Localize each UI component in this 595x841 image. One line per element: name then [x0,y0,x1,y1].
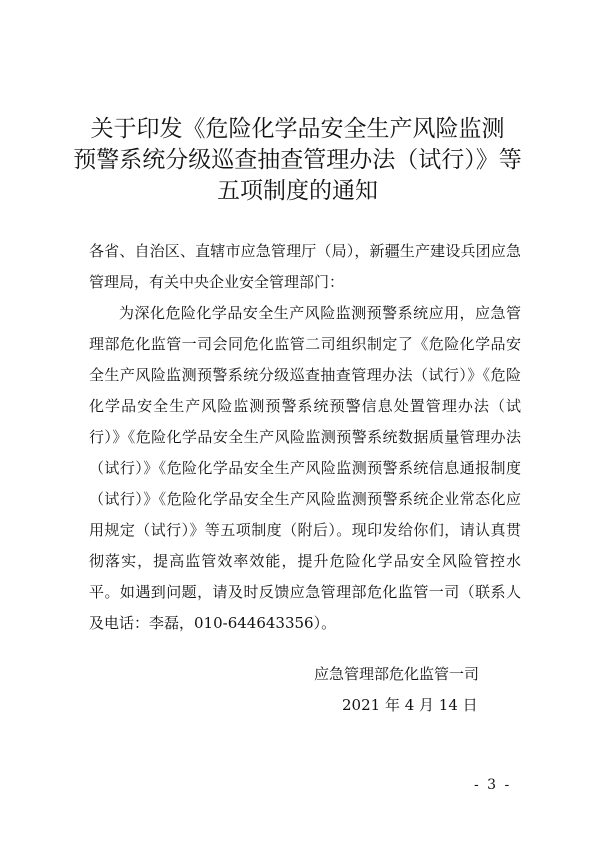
body-paragraph: 为深化危险化学品安全生产风险监测预警系统应用，应急管理部危化监管一司会同危化监管二司组织制定了《危险化学品安全生产风险监测预警系统分级巡查抽查管理办法（试行）》《危险化学品安全生产风险监测预警系统预警信息处置管理办法（试行）》《危险化学品安全生产风险监测预警系统数据质量管理办法（试行）》《危险化学品安全生产风险监测预警系统信息通报制度（试行）》《危险化学品安全生产风险监测预警系统企业常态化应用规定（试行）》等五项制度（附后）。现印发给你们，请认真贯彻落实，提高监管效率效能，提升危险化学品安全风险管控水平。如遇到问题，请及时反馈应急管理部危化监管一司（联系人及电话：李磊，010-644643356）。 [89,304,521,632]
recipients-paragraph: 各省、自治区、直辖市应急管理厅（局），新疆生产建设兵团应急管理局，有关中央企业安全管理部门： [89,242,521,291]
issue-date: 2021 年 4 月 14 日 [342,696,478,714]
page-number: - 3 - [474,777,512,793]
title-line-2: 预警系统分级巡查抽查管理办法（试行）》等 [73,147,522,173]
title-line-1: 关于印发《危险化学品安全生产风险监测 [90,116,505,142]
issuer-signature: 应急管理部危化监管一司 [314,665,480,683]
document-title [40,114,555,207]
title-line-3: 五项制度的通知 [217,178,378,204]
